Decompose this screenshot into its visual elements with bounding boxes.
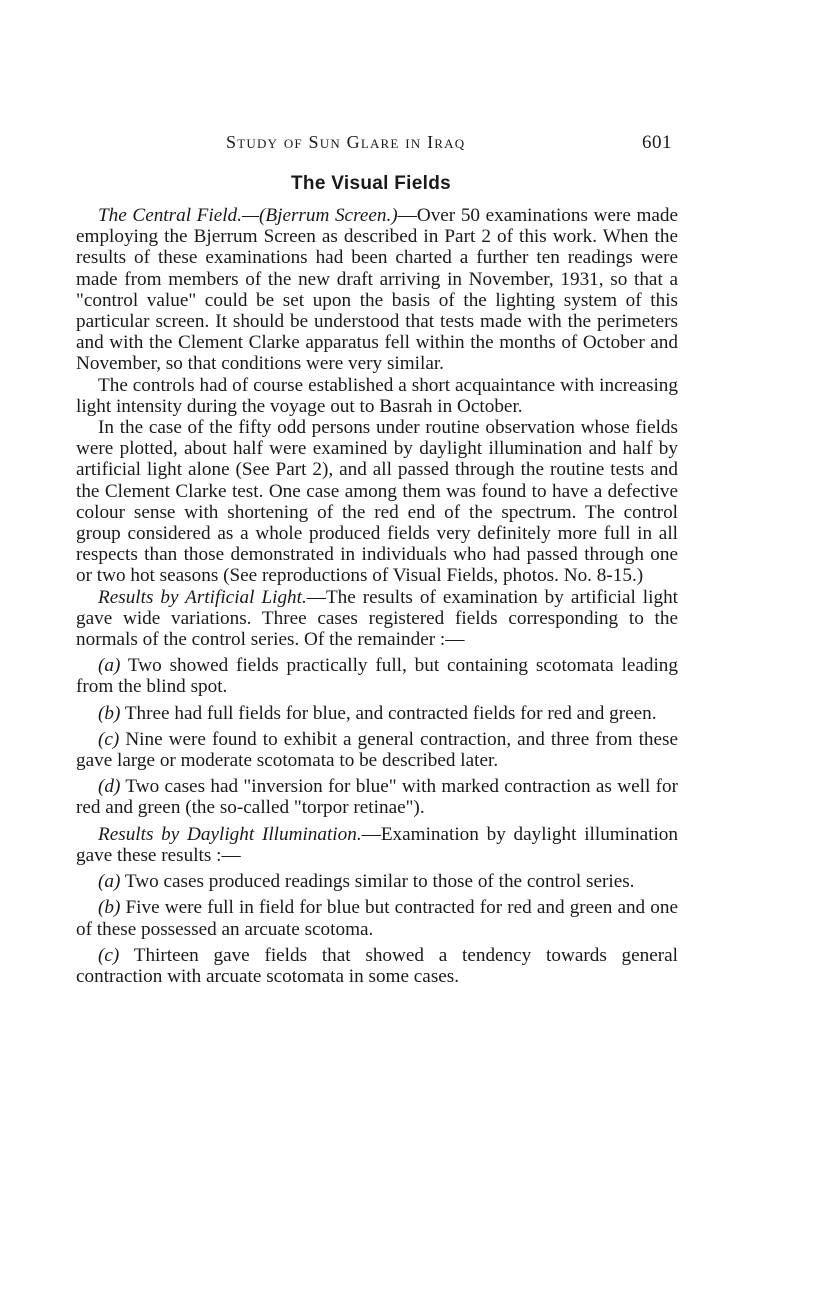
running-title: Study of Sun Glare in Iraq — [226, 132, 466, 152]
list-item — [76, 703, 678, 724]
item-marker: (b) — [98, 702, 121, 724]
paragraph-fifty-persons: In the case of the fifty odd persons under routine observation whose fields were plotted, about half were examined by daylight illumination and half by artificial light alone (See Part 2), and all passed through the routine tests and the Clement Clarke test. One case among them was found to have a defective colour sense with shortening of the red end of the spectrum. The control group considered as a whole produced fields very definitely more full in all respects than those demonstrated in individuals who had passed through one or two hot seasons (See reproductions of Visual Fields, photos. No. 8-15.) — [76, 417, 678, 587]
list-item — [76, 729, 678, 771]
section-heading: The Visual Fields — [291, 173, 451, 194]
item-marker: (b) — [98, 897, 121, 919]
running-header — [76, 132, 678, 158]
item-text: Two cases produced readings similar to those of the control series. — [124, 871, 635, 893]
daylight-text: —Examination by daylight illumination gave these results :— — [76, 823, 678, 866]
page-number: 601 — [642, 132, 672, 153]
item-text: Two showed fields practically full, but containing scotomata leading from the blind spot. — [76, 655, 678, 698]
paragraph-controls: The controls had of course established a short acquaintance with increasing light intensity during the voyage out to Basrah in October. — [76, 374, 678, 417]
artificial-light-text: —The results of examination by artificial light gave wide variations. Three cases registered fields corresponding to the normals of the control series. Of the remainder :— — [76, 586, 678, 651]
paragraph-artificial-light — [76, 587, 678, 651]
list-item — [76, 655, 678, 697]
item-marker: (a) — [98, 871, 121, 893]
list-item — [76, 776, 678, 818]
daylight-label: Results by Daylight Illumination. — [98, 823, 362, 845]
item-text: Thirteen gave fields that showed a tendency towards general contraction with arcuate scotomata in some cases. — [76, 944, 678, 987]
item-marker: (a) — [98, 655, 121, 677]
central-field-text: —Over 50 examinations were made employing the Bjerrum Screen as described in Part 2 of this work. When the results of these examinations had been charted a further ten readings were made from members of the new draft arriving in November, 1931, so that a "control value" could be set upon the basis of the lighting system of this particular screen. It should be understood that tests made with the perimeters and with the Clement Clarke apparatus fell within the months of October and November, so that conditions were very similar. — [76, 205, 679, 375]
item-marker: (d) — [98, 776, 121, 798]
item-text: Five were full in field for blue but contracted for red and green and one of these possessed an arcuate scotoma. — [76, 897, 678, 940]
item-text: Two cases had "inversion for blue" with marked contraction as well for red and green (the so-called "torpor retinae"). — [76, 776, 678, 819]
item-text: Nine were found to exhibit a general contraction, and three from these gave large or moderate scotomata to be described later. — [76, 728, 679, 772]
list-item — [76, 945, 678, 987]
paragraph-daylight — [76, 824, 678, 866]
paragraph-central-field — [76, 205, 678, 375]
artificial-light-label: Results by Artificial Light. — [98, 586, 307, 608]
central-field-label: The Central Field.—(Bjerrum Screen.) — [98, 205, 398, 226]
list-item — [76, 871, 678, 892]
item-text: Three had full fields for blue, and contracted fields for red and green. — [124, 702, 657, 724]
item-marker: (c) — [98, 944, 120, 966]
body-text — [76, 205, 678, 987]
list-item — [76, 897, 678, 939]
item-marker: (c) — [98, 728, 120, 750]
